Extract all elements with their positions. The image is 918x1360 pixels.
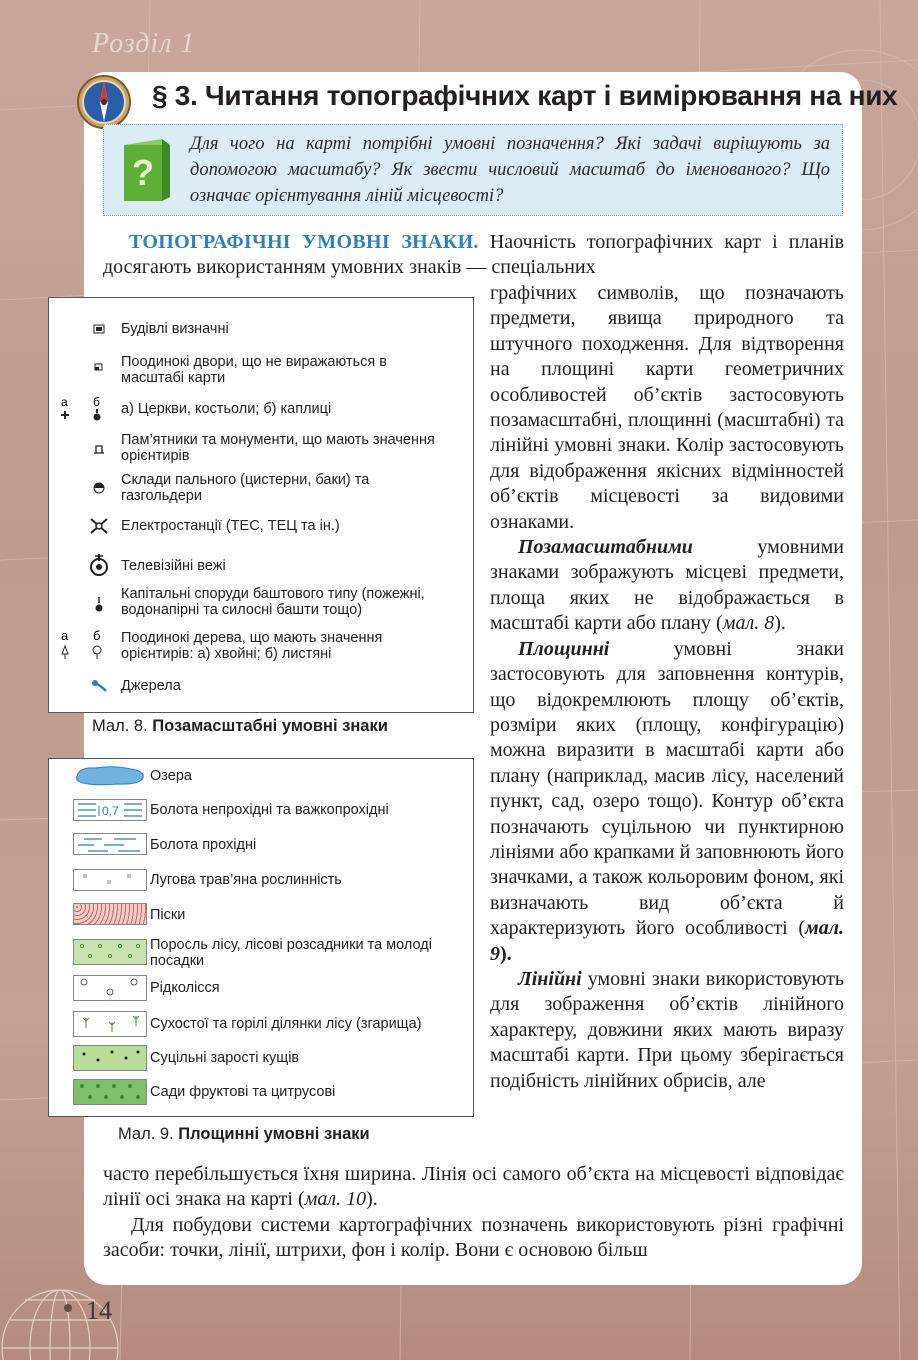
legend-label: Поодинокі двори, що не виражаються в масштабі карти [121,354,387,386]
swamp-depth-value: 0,7 [102,804,119,818]
p2-text: умовними знаками зображують місцеві предмети, площа яких не відображається в масштабі карти або плану ( [490,536,844,635]
church-icon [55,396,111,424]
section-term: ТОПОГРАФІЧНІ УМОВНІ ЗНАКИ. [129,231,479,253]
compass-icon [76,74,132,130]
legend-label: Болота непрохідні та важкопрохідні [150,802,389,818]
legend-row [49,514,473,538]
sand-swatch [73,903,147,925]
legend-label: Піски [150,907,186,923]
legend-row [49,1011,473,1037]
legend-row [49,833,473,857]
bottom-p2-text: Для побудови системи картографічних позначень використовують різні графічні засоби: точки, лінії, штрихи, фон і колір. Вони є основою більш [103,1213,844,1262]
side-paragraph-1: графічних символів, що позначають предмети, явища природного та штучного походження. Для відтворення на площині карти геометричних особливостей об’єктів застосовують позамасштабні, площинні (масштабні) та лінійні умовні знаки. Колір застосовують для відображення якісних відмінностей об’єктів місцевості за видовими ознаками. [490,282,844,533]
legend-row [49,975,473,1001]
questions-box [103,124,843,216]
orchard-swatch [73,1079,147,1105]
lake-swatch [73,765,147,787]
bottom-text [103,1162,844,1264]
single-tree-icon [55,628,111,662]
passable-swamp-swatch [73,833,147,855]
intro-text: Наочність топографічних карт і планів досягають використанням умовних знаків — спеціальних [103,231,845,279]
legend-row [49,903,473,927]
caption-title: Площинні умовні знаки [178,1125,370,1143]
ref-fig9: мал. 9 [490,917,844,965]
legend-row [49,432,473,466]
legend-label: Лугова трав’яна рослинність [150,872,342,888]
legend-label: Склади пального (цистерни, баки) та газгольдери [121,472,370,504]
legend-label: Електростанції (ТЕС, ТЕЦ та ін.) [121,518,340,534]
side-paragraph-4 [490,967,844,1094]
bottom-paragraph-2 [103,1213,844,1264]
caption-title: Позамасштабні умовні знаки [152,717,388,735]
p4-text: умовні знаки використовують для зображення об’єктів лінійного характеру, довжини яких мають виразу масштабі карти. При цьому зберігається подібність лінійних обрисів, але [490,967,845,1092]
side-paragraph-2 [490,535,844,637]
legend-non-scale-signs [48,297,474,713]
legend-label: Телевізійні вежі [121,558,226,574]
term-areal: Площинні [518,637,610,660]
burnt-forest-swatch [73,1011,147,1037]
legend-label: Суцільні зарості кущів [150,1050,300,1066]
p3-text: умовні знаки застосовують для заповнення контурів, що відокремлюють площу об’єктів, розміри яких (площу, конфігурацію) можна виразити в масштабі карти або плану (наприклад, масив лісу, населений пункт, сад, озеро тощо). Контур об’єкта позначають суцільною чи пунктирною лініями або крапками й заповнюють його значками, а також кольоровим фоном, які визначають вид об’єкта й характеризують його особливості ( [490,637,844,940]
legend-label: Сади фруктові та цитрусові [150,1084,336,1100]
question-book-icon [118,135,174,205]
shrub-swatch [73,1045,147,1071]
legend-label: Рідколісся [150,980,220,996]
legend-label: Болота прохідні [150,837,257,853]
legend-label: Будівлі визначні [121,321,229,337]
young-forest-swatch [73,939,147,965]
legend-row [49,765,473,787]
legend-row [49,552,473,578]
label-b: б [93,628,101,643]
figure-caption-9 [118,1125,370,1144]
legend-row [49,937,473,969]
legend-row [49,472,473,506]
label-b: б [93,396,100,409]
legend-label: Поросль лісу, лісові розсадники та молоді посадки [150,937,432,969]
legend-row [49,628,473,664]
legend-label: Озера [150,768,192,784]
page-title: § 3. Читання топографічних карт і вимірювання на них [152,80,898,111]
bottom-p1-end: ). [366,1188,378,1211]
ref-fig10: мал. 10 [304,1188,367,1211]
ref-fig8: мал. 8 [722,612,775,635]
page-number: 14 [86,1296,112,1325]
legend-label: Пам’ятники та монументи, що мають значення орієнтирів [121,432,435,464]
side-column-text [490,281,844,1094]
figure-caption-8 [92,717,388,736]
legend-label: Сухостої та горілі ділянки лісу (згарища) [150,1016,422,1032]
legend-row [49,1045,473,1071]
legend-label: Джерела [121,678,181,694]
p2-end: ). [774,612,786,635]
legend-row [49,586,473,620]
bottom-paragraph-1 [103,1162,844,1213]
questions-text: Для чого на карті потрібні умовні позначення? Які задачі вирішують за допомогою масштабу? Як звести числовий масштаб до іменованого? Що означає орієнтування ліній місцевості? [190,134,830,206]
legend-label: Поодинокі дерева, що мають значення орієнтирів: а) хвойні; б) листяні [121,630,383,662]
svg-text:?: ? [132,152,154,193]
term-non-scale: Позамасштабними [518,536,693,559]
label-a: а [61,628,69,643]
caption-prefix: Мал. 9. [118,1125,174,1143]
legend-row [49,396,473,424]
globe-icon [0,1268,140,1360]
bottom-p1-text: часто перебільшується їхня ширина. Лінія осі самого об’єкта на місцевості відповідає лінії осі знака на карті ( [103,1163,844,1211]
sparse-forest-swatch [73,975,147,1001]
legend-row [49,799,473,821]
legend-row [49,869,473,891]
section-label: Розділ 1 [92,28,196,59]
p3-end: ). [500,942,512,965]
legend-areal-signs [48,758,474,1117]
legend-row [49,674,473,698]
side-paragraph-3 [490,637,844,967]
legend-label: а) Церкви, костьоли; б) каплиці [121,401,332,417]
intro-paragraph [103,230,844,281]
legend-label: Капітальні споруди баштового типу (пожежні, водонапірні та силосні башти тощо) [121,586,425,618]
impassable-swamp-swatch [73,799,147,821]
meadow-swatch [73,869,147,891]
caption-prefix: Мал. 8. [92,717,148,735]
legend-row [49,1079,473,1105]
legend-row [49,318,473,340]
term-linear: Лінійні [518,967,582,990]
legend-row [49,352,473,388]
label-a: а [61,396,68,409]
